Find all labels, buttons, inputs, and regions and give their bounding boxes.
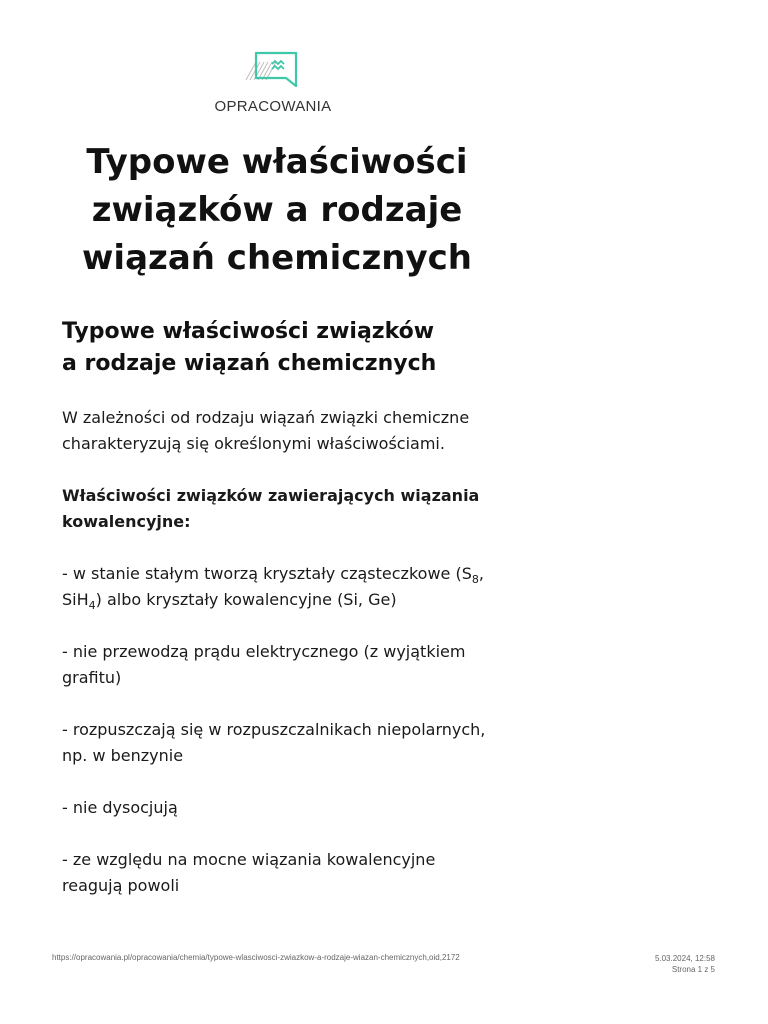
subscript: 4 — [88, 599, 96, 613]
logo-text: OPRACOWANIA — [214, 98, 332, 115]
list-item-text: , SiH — [62, 564, 484, 609]
document-content — [62, 138, 492, 899]
list-item-text: ) albo kryształy kowalencyjne (Si, Ge) — [95, 590, 397, 609]
subscript: 8 — [471, 573, 479, 587]
section-title — [62, 316, 492, 380]
list-item: - ze względu na mocne wiązania kowalencyjne reagują powoli — [62, 850, 436, 895]
section-title-line-1: Typowe właściwości związków — [62, 319, 435, 344]
footer-page-number: Strona 1 z 5 — [671, 965, 715, 974]
section-title-line-2: a rodzaje wiązań chemicznych — [62, 351, 437, 376]
list-item-text: - w stanie stałym tworzą kryształy cząsteczkowe (S — [62, 564, 472, 583]
footer-url: https://opracowania.pl/opracowania/chemia/typowe-wlasciwosci-zwiazkow-a-rodzaje-wiazan-chemicznych,oid,2172 — [52, 953, 460, 962]
list-item: - rozpuszczają się w rozpuszczalnikach niepolarnych, np. w benzynie — [62, 720, 486, 765]
logo-icon — [244, 50, 302, 90]
footer-date: 5.03.2024, 12:58 — [654, 954, 715, 963]
list-item: - nie dysocjują — [62, 798, 178, 817]
site-logo — [0, 50, 546, 115]
footer-meta — [655, 953, 715, 975]
properties-subheading: Właściwości związków zawierających wiązania kowalencyjne: — [62, 486, 480, 531]
list-item: - nie przewodzą prądu elektrycznego (z wyjątkiem grafitu) — [62, 642, 466, 687]
list-item — [62, 561, 492, 613]
intro-paragraph: W zależności od rodzaju wiązań związki chemiczne charakteryzują się określonymi właściwościami. — [62, 408, 470, 453]
page-title: Typowe właściwości związków a rodzaje wiązań chemicznych — [82, 142, 472, 278]
